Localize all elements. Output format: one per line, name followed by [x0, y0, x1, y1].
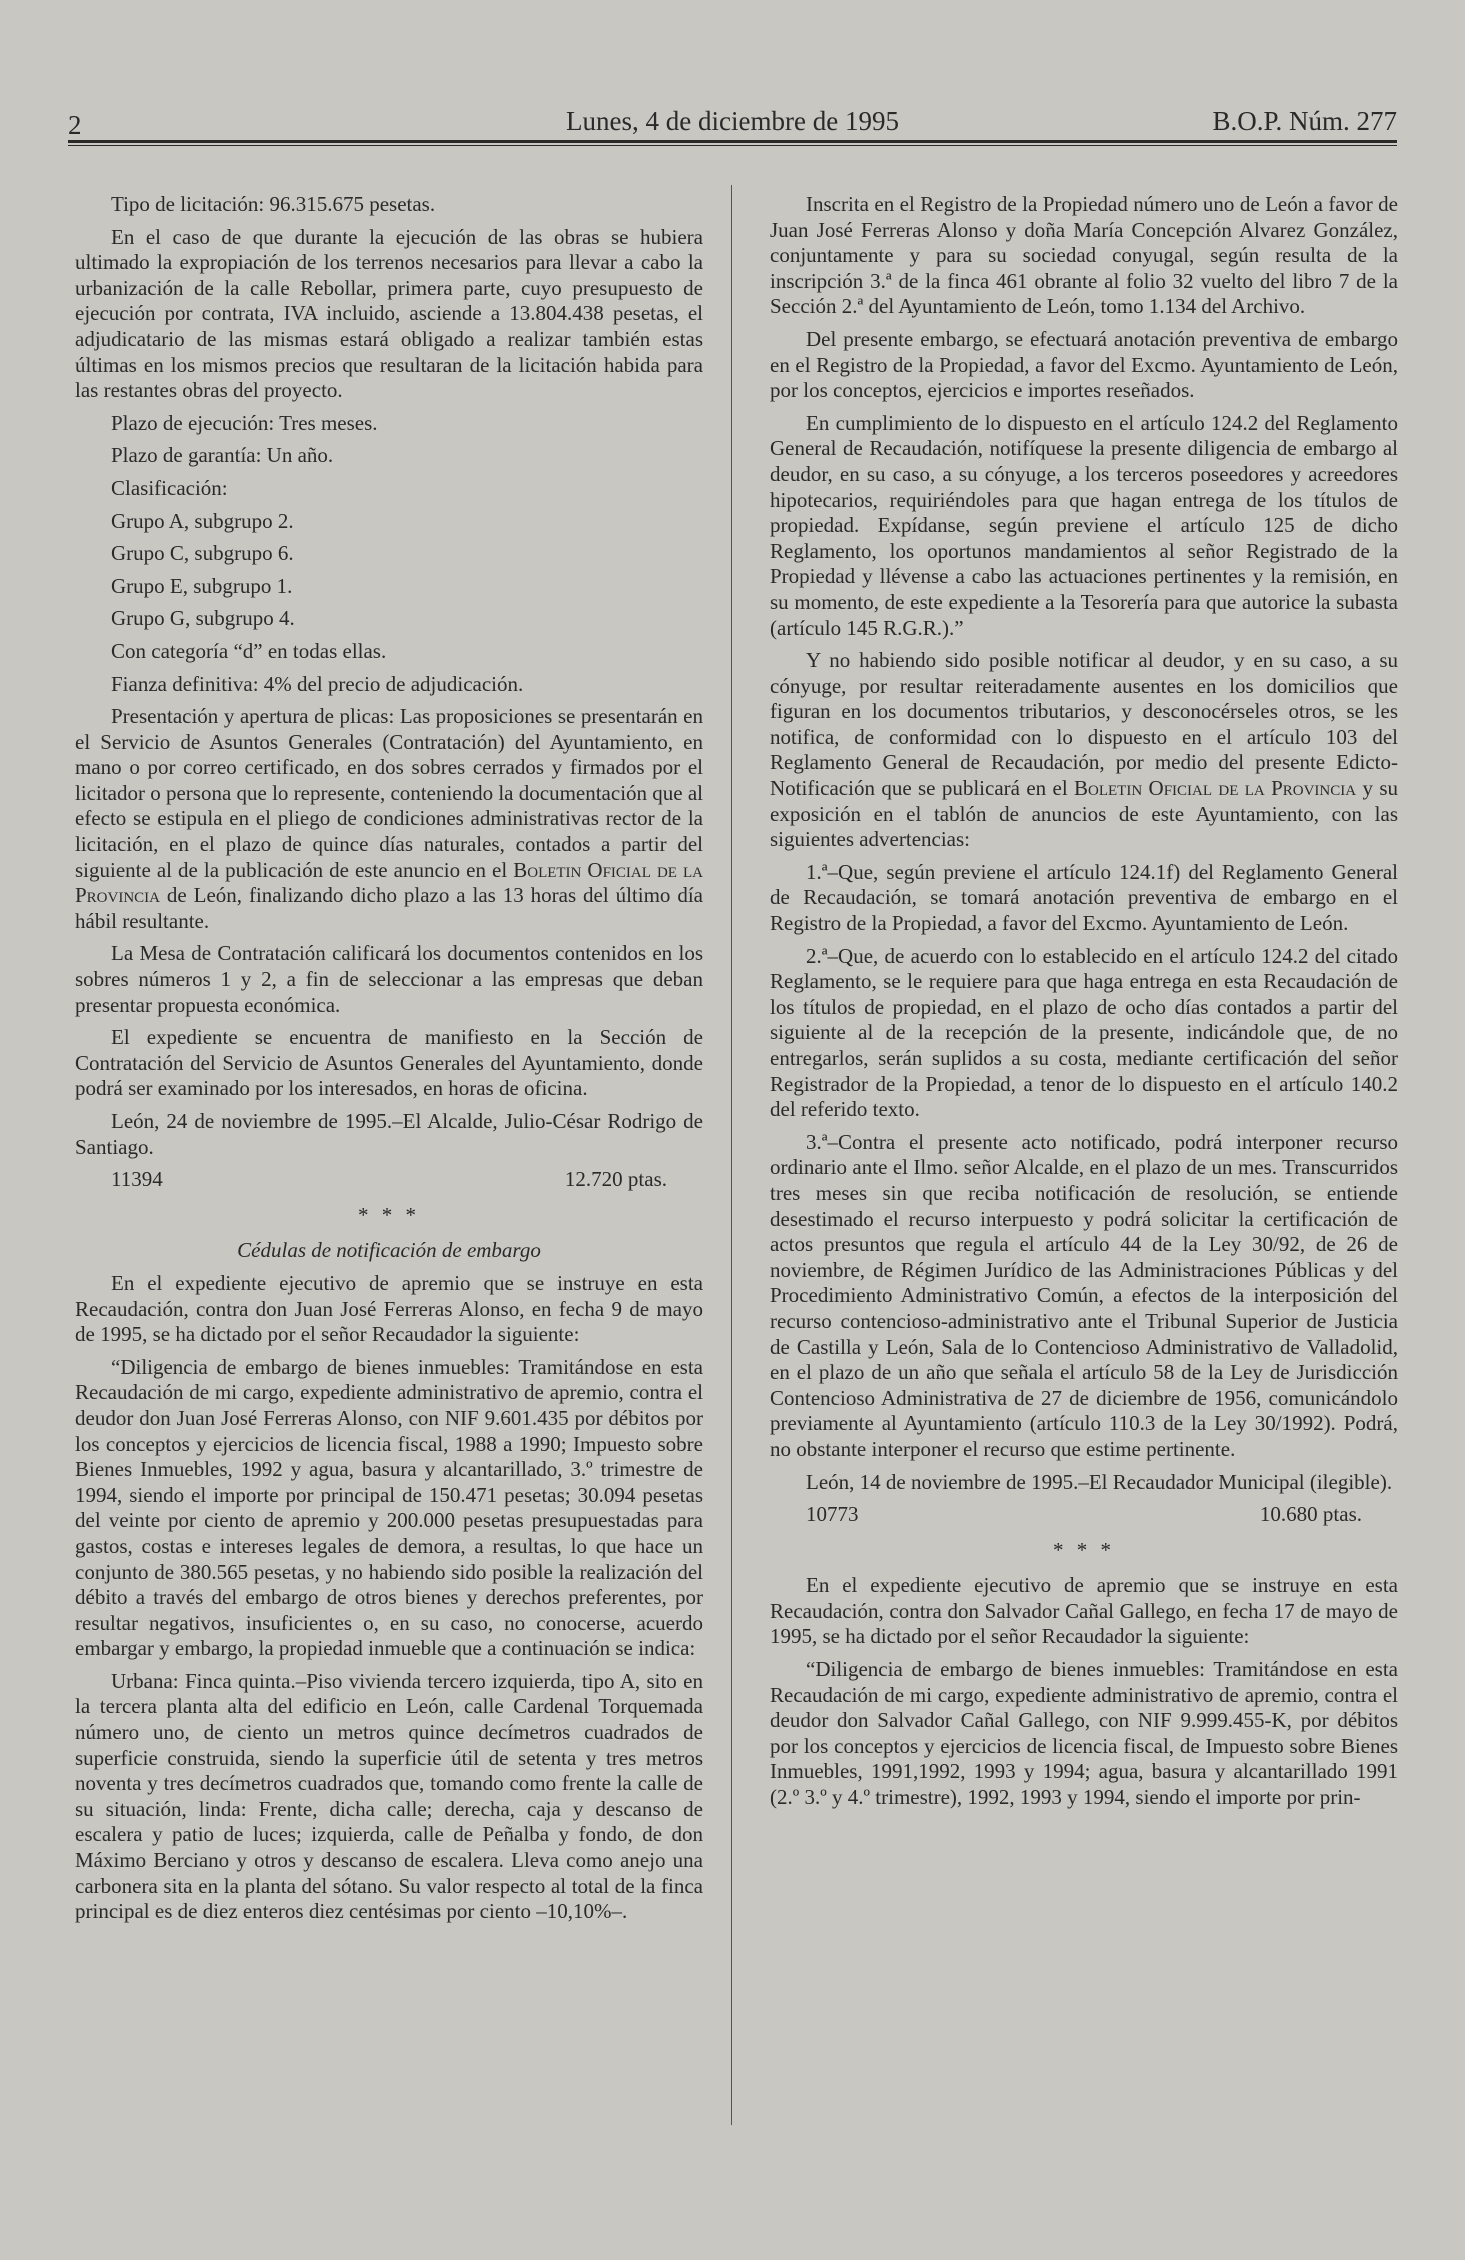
separator: * * *	[1053, 1537, 1115, 1562]
paragraph: 3.ª–Contra el presente acto notificado, podrá interponer recurso ordinario ante el Ilmo. señor Alcalde, en el plazo de un mes. Transcurridos tres meses sin que reciba notificación de resolución, se entiende desestimado el recurso interpuesto y podrá solicitar la certificación de actos presuntos que regula el artículo 44 de la Ley 30/92, de 26 de noviembre, de Régimen Jurídico de las Administraciones Públicas y del Procedimiento Administrativo Común, a efectos de la interposición del recurso contencioso-administrativo ante el Tribunal Superior de Justicia de Castilla y León, Sala de lo Contencioso Administrativo de Valladolid, en el plazo de un año que señala el artículo 58 de la Ley de Jurisdicción Contencioso Administrativa de 27 de diciembre de 1956, comunicándolo previamente al Ayuntamiento (artículo 110.3 de la Ley 30/1992). Podrá, no obstante interponer el recurso que estime pertinente.	[770, 1129, 1398, 1461]
publication-name: Boletin Oficial de la Provincia	[1074, 776, 1357, 801]
text-run: Y no habiendo sido posible notificar al deudor, y en su caso, a su cónyuge, por resultar reiteradamente ausentes en los domicilios que figuran en los documentos tributarios, y desconocérseles otros, se les notifica, de conformidad con lo dispuesto en el artículo 103 del Reglamento General de Recaudación, por medio del presente Edicto-Notificación que se publicará en el	[770, 648, 1398, 801]
paragraph: Plazo de garantía: Un año.	[111, 443, 334, 468]
fee-number: 10773	[806, 1502, 859, 1527]
issue-date: Lunes, 4 de diciembre de 1995	[566, 106, 899, 136]
paragraph	[75, 704, 703, 934]
page-header	[68, 100, 1397, 138]
paragraph: En el expediente ejecutivo de apremio que se instruye en esta Recaudación, contra don Juan José Ferreras Alonso, en fecha 9 de mayo de 1995, se ha dictado por el señor Recaudador la siguiente:	[75, 1270, 703, 1347]
header-rule-thin	[68, 145, 1397, 146]
signature-line: León, 14 de noviembre de 1995.–El Recaudador Municipal (ilegible).	[806, 1469, 1393, 1494]
text-run: Presentación y apertura de plicas: Las proposiciones se presentarán en el Servicio de Asuntos Generales (Contratación) del Ayuntamiento, en mano o por correo certificado, en dos sobres cerrados y firmados por el licitador o persona que lo represente, conteniendo la documentación que al efecto se estipula en el pliego de condiciones administrativas rector de la licitación, en el plazo de quince días naturales, contados a partir del siguiente al de la publicación de este anuncio en el	[75, 704, 704, 882]
left-column	[75, 192, 703, 1932]
paragraph: Inscrita en el Registro de la Propiedad número uno de León a favor de Juan José Ferreras Alonso y doña María Concepción Alvarez González, conjuntamente y para su sociedad conyugal, según resulta de la inscripción 3.ª de la finca 461 obrante al folio 32 vuelto del libro 7 de la Sección 2.ª del Ayuntamiento de León, tomo 1.134 del Archivo.	[770, 192, 1398, 319]
paragraph: En el expediente ejecutivo de apremio que se instruye en esta Recaudación, contra don Salvador Cañal Gallego, en fecha 17 de mayo de 1995, se ha dictado por el señor Recaudador la siguiente:	[770, 1573, 1398, 1649]
paragraph: Tipo de licitación: 96.315.675 pesetas.	[111, 192, 436, 216]
paragraph: Del presente embargo, se efectuará anotación preventiva de embargo en el Registro de la Propiedad, a favor del Excmo. Ayuntamiento de León, por los conceptos, ejercicios e importes reseñados.	[770, 326, 1398, 403]
column-divider	[731, 185, 732, 2125]
paragraph: “Diligencia de embargo de bienes inmuebles: Tramitándose en esta Recaudación de mi cargo, expediente administrativo de apremio, contra el deudor don Salvador Cañal Gallego, con NIF 9.999.455-K, por débitos por los conceptos y ejercicios de licencia fiscal, de Impuesto sobre Bienes Inmuebles, 1991,1992, 1993 y 1994; agua, basura y alcantarillado 1991 (2.º 3.º y 4.º trimestre), 1992, 1993 y 1994, siendo el importe por prin-	[770, 1657, 1398, 1810]
paragraph: El expediente se encuentra de manifiesto en la Sección de Contratación del Servicio de Asuntos Generales del Ayuntamiento, donde podrá ser examinado por los interesados, en horas de oficina.	[75, 1025, 703, 1101]
paragraph: Con categoría “d” en todas ellas.	[111, 638, 387, 663]
paragraph: “Diligencia de embargo de bienes inmuebles: Tramitándose en esta Recaudación de mi cargo, expediente administrativo de apremio, contra el deudor don Juan José Ferreras Alonso, con NIF 9.601.435 por débitos por los conceptos y ejercicios de licencia fiscal, 1988 a 1990; Impuesto sobre Bienes Inmuebles, 1992 y agua, basura y alcantarillado, 3.º trimestre de 1994, siendo el importe por principal de 150.471 pesetas; 30.094 pesetas del veinte por ciento de apremio y 200.000 pesetas presupuestadas para gastos, costas e intereses legales de demora, a resultas, lo que hace un conjunto de 380.565 pesetas, y no habiendo sido posible la realización del débito a través del embargo de otros bienes y derechos preferentes, por resultar negativos, insuficientes o, en su caso, no conocerse, acuerdo embargar y embargo, la propiedad inmueble que a continuación se indica:	[75, 1354, 703, 1661]
right-column	[770, 192, 1398, 1818]
header-rule	[68, 140, 1397, 143]
paragraph: Grupo C, subgrupo 6.	[111, 541, 294, 566]
text-run: y su exposición en el tablón de anuncios de este Ayuntamiento, con las siguientes advertencias:	[770, 776, 1398, 852]
paragraph: Plazo de ejecución: Tres meses.	[111, 410, 378, 435]
fee-number: 11394	[111, 1167, 163, 1192]
paragraph: Grupo G, subgrupo 4.	[111, 606, 295, 631]
fee-amount: 12.720 ptas.	[564, 1167, 667, 1192]
page-number: 2	[68, 110, 82, 140]
paragraph: En el caso de que durante la ejecución de las obras se hubiera ultimado la expropiación de los terrenos necesarios para llevar a cabo la urbanización de la calle Rebollar, primera parte, cuyo presupuesto de ejecución por contrata, IVA incluido, asciende a 13.804.438 pesetas, el adjudicatario de las mismas estará obligado a realizar también estas últimas en los mismos precios que resultaran de la licitación habida para las restantes obras del proyecto.	[75, 224, 703, 403]
paragraph: Urbana: Finca quinta.–Piso vivienda tercero izquierda, tipo A, sito en la tercera planta alta del edificio en León, calle Cardenal Torquemada número uno, de ciento un metros quince decímetros cuadrados de superficie construida, siendo la superficie útil de setenta y tres metros noventa y tres decímetros cuadrados que, tomando como frente la calle de su situación, linda: Frente, dicha calle; derecha, caja y descanso de escalera y patio de luces; izquierda, calle de Peñalba y fondo, de don Máximo Berciano y otros y descanso de escalera. Lleva como anejo una carbonera sita en la planta del sótano. Su valor respecto al total de la finca principal es de diez enteros diez centésimas por ciento –10,10%–.	[75, 1668, 703, 1924]
bulletin-number: B.O.P. Núm. 277	[1212, 106, 1397, 136]
publication-name: Boletin Oficial de la Provincia	[75, 857, 703, 908]
paragraph: En cumplimiento de lo dispuesto en el artículo 124.2 del Reglamento General de Recaudación, notifíquese la presente diligencia de embargo al deudor, en su caso, a su cónyuge, a los terceros poseedores y acreedores hipotecarios, requiriéndoles para que hagan entrega de los títulos de propiedad. Expídanse, según previene el artículo 125 de dicho Reglamento, los oportunos mandamientos al señor Registrado de la Propiedad y llévense a cabo las actuaciones pertinentes y la remisión, en su momento, de este expediente a la Tesorería para que autorice la subasta (artículo 145 R.G.R.).”	[770, 410, 1398, 640]
paragraph: 2.ª–Que, de acuerdo con lo establecido en el artículo 124.2 del citado Reglamento, se le requiere para que haga entrega en esta Recaudación de los títulos de propiedad, en el plazo de ocho días contados a partir del siguiente al de la recepción de la presente, indicándole que, de no entregarlos, serán suplidos a su costa, mediante certificación del señor Registrador de la Propiedad, a tenor de lo dispuesto en el artículo 140.2 del referido texto.	[770, 943, 1398, 1122]
separator: * * *	[358, 1202, 420, 1227]
signature-line: León, 24 de noviembre de 1995.–El Alcalde, Julio-César Rodrigo de Santiago.	[75, 1109, 703, 1159]
fee-line	[770, 1502, 1398, 1528]
fee-line	[75, 1167, 703, 1193]
paragraph: 1.ª–Que, según previene el artículo 124.1f) del Reglamento General de Recaudación, se tomará anotación preventiva de embargo en el Registro de la Propiedad, a favor del Excmo. Ayuntamiento de León.	[770, 859, 1398, 936]
paragraph: Fianza definitiva: 4% del precio de adjudicación.	[111, 671, 524, 696]
paragraph: Clasificación:	[111, 475, 228, 500]
paragraph: Grupo A, subgrupo 2.	[111, 508, 294, 533]
section-heading: Cédulas de notificación de embargo	[237, 1238, 541, 1263]
fee-amount: 10.680 ptas.	[1259, 1502, 1362, 1527]
paragraph: Grupo E, subgrupo 1.	[111, 573, 293, 598]
paragraph	[770, 648, 1398, 853]
text-run: de León, finalizando dicho plazo a las 13 horas del último día hábil resultante.	[75, 883, 703, 933]
paragraph: La Mesa de Contratación calificará los documentos contenidos en los sobres números 1 y 2, a fin de seleccionar a las empresas que deban presentar propuesta económica.	[75, 941, 703, 1017]
